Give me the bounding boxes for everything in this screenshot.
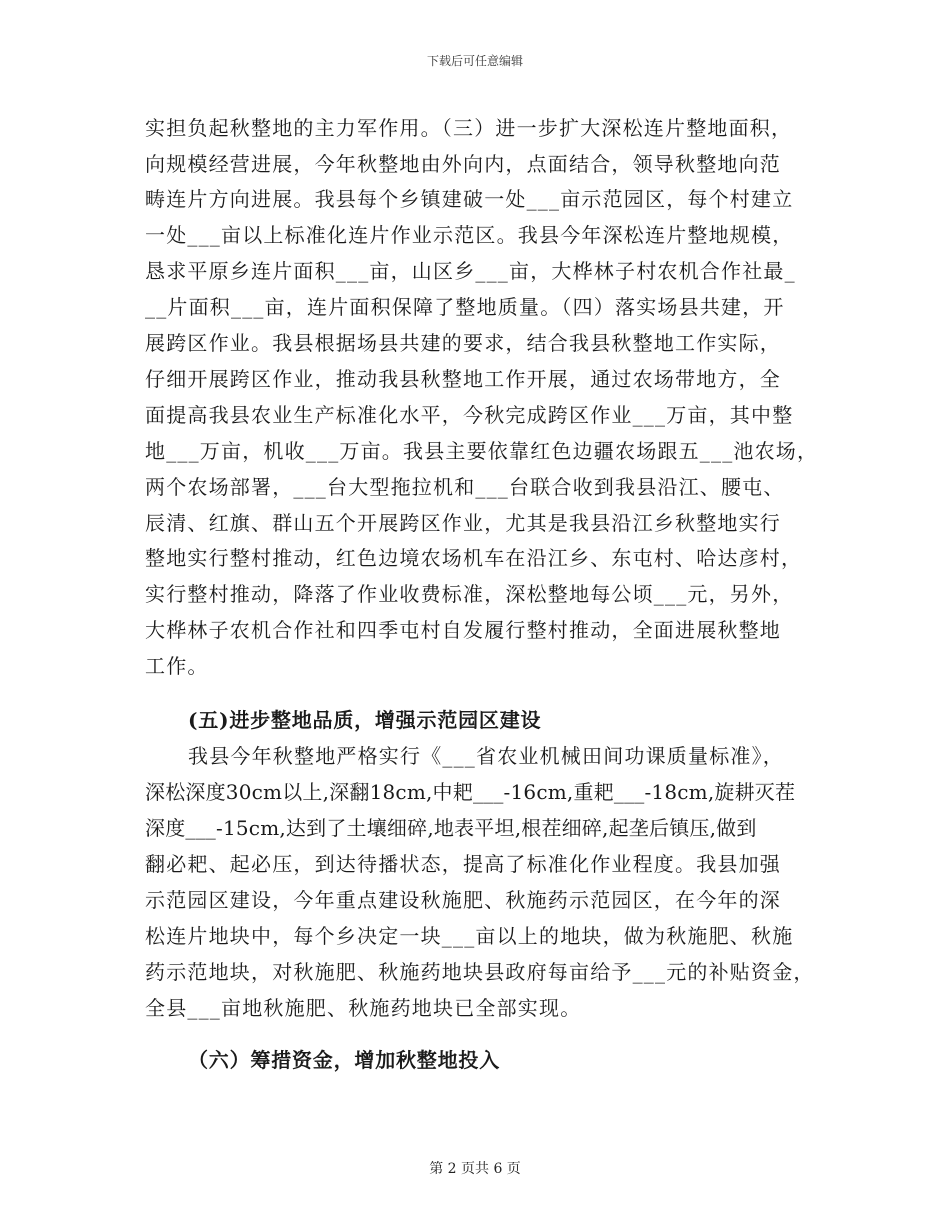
body-line: 实行整村推动，降落了作业收费标准，深松整地每公顷___元，另外， [145,582,794,606]
body-line: 工作。 [145,654,209,678]
body-line: 两个农场部署，___台大型拖拉机和___台联合收到我县沿江、腰屯、 [145,475,785,499]
body-line: 示范园区建设，今年重点建设秋施肥、秋施药示范园区，在今年的深 [145,888,781,912]
section-heading-6: （六）筹措资金，增加秋整地投入 [188,1048,500,1072]
page-header: 下载后可任意编辑 [426,54,523,68]
body-line: 面提高我县农业生产标准化水平，今秋完成跨区作业___万亩，其中整 [145,403,794,427]
body-line: 翻必耙、起必压，到达待播状态，提高了标准化作业程度。我县加强 [145,852,781,876]
section-heading-5: (五)进步整地品质，增强示范园区建设 [188,708,542,732]
body-line: __片面积___亩，连片面积保障了整地质量。（四）落实场县共建，开 [145,295,785,319]
body-line: 实担负起秋整地的主力军作用。（三）进一步扩大深松连片整地面积， [145,116,793,140]
body-line: 展跨区作业。我县根据场县共建的要求，结合我县秋整地工作实际， [145,331,781,355]
body-line: 辰清、红旗、群山五个开展跨区作业，尤其是我县沿江乡秋整地实行 [145,511,781,535]
body-line: 深松深度30cm以上,深翻18cm,中耙___-16cm,重耙___-18cm,旋耕灭茬 [145,780,796,804]
body-line: 向规模经营进展，今年秋整地由外向内，点面结合，领导秋整地向范 [145,152,781,176]
body-line: 药示范地块，对秋施肥、秋施药地块县政府每亩给予___元的补贴资金， [145,960,815,984]
body-line: 恳求平原乡连片面积___亩，山区乡___亩，大桦林子村农机合作社最_ [145,259,796,283]
body-line: 我县今年秋整地严格实行《___省农业机械田间功课质量标准》， [188,744,784,768]
body-line: 仔细开展跨区作业，推动我县秋整地工作开展，通过农场带地方，全 [145,367,781,391]
body-line: 畴连片方向进展。我县每个乡镇建破一处___亩示范园区，每个村建立 [145,187,794,211]
body-line: 松连片地块中，每个乡决定一块___亩以上的地块，做为秋施肥、秋施 [145,924,794,948]
body-line: 深度___-15cm,达到了土壤细碎,地表平坦,根茬细碎,起垄后镇压,做到 [145,816,757,840]
body-line: 整地实行整村推动，红色边境农场机车在沿江乡、东屯村、哈达彦村， [145,546,803,570]
body-line: 全县___亩地秋施肥、秋施药地块已全部实现。 [145,996,582,1020]
body-line: 大桦林子农机合作社和四季屯村自发履行整村推动，全面进展秋整地 [145,618,781,642]
body-line: 一处___亩以上标准化连片作业示范区。我县今年深松连片整地规模， [145,223,794,247]
page-footer: 第 2 页共 6 页 [429,1161,521,1177]
body-line: 地___万亩，机收___万亩。我县主要依靠红色边疆农场跟五___池农场， [145,439,819,463]
